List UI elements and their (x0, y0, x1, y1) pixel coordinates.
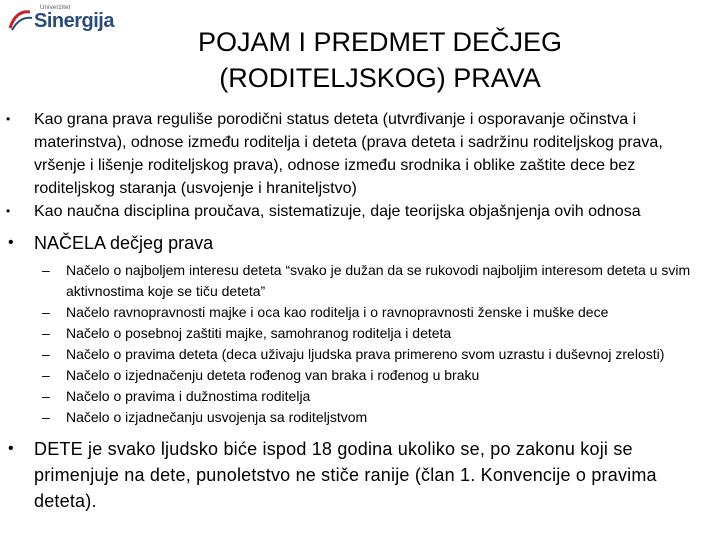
bullet-icon: • (8, 234, 14, 251)
principle-text: Načelo o izjadnečanju usvojenja sa roditeljstvom (66, 409, 368, 425)
university-logo (4, 4, 114, 34)
dash-icon: – (42, 388, 50, 404)
list-item (0, 365, 720, 386)
principle-text: Načelo o izjednačenju deteta rođenog van braka i rođenog u braku (66, 367, 480, 383)
dash-icon: – (42, 262, 50, 278)
list-item (0, 386, 720, 407)
slide-title-line-1: POJAM I PREDMET DEČJEG (197, 27, 563, 57)
bullet-item (0, 200, 720, 223)
bullet-text: Kao naučna disciplina proučava, sistematizuje, daje teorijska objašnjenja ovih odnosa (34, 203, 641, 220)
principle-text: Načelo o pravima i dužnostima roditelja (66, 388, 311, 404)
list-item (0, 344, 720, 365)
bullet-text: Kao grana prava reguliše porodični status deteta (utvrđivanje i osporavanje očinstva i materinstva), odnose između roditelja i deteta (prava deteta i sadržinu roditeljskog prava, vršenje i lišenje roditeljskog prava), odnose između srodnika i oblike zaštite dece bez roditeljskog staranja (usvojenje i hraniteljstvo) (34, 111, 663, 197)
principle-text: Načelo o posebnoj zaštiti majke, samohranog roditelja i deteta (66, 325, 452, 341)
principle-text: Načelo o najboljem interesu deteta “svako je dužan da se rukovodi najboljim interesom deteta u svim aktivnostima koje se tiču deteta” (66, 262, 691, 299)
list-item (0, 323, 720, 344)
bullet-item (0, 108, 720, 200)
dash-icon: – (42, 367, 50, 383)
principle-text: Načelo o pravima deteta (deca uživaju ljudska prava primereno svom uzrastu i duševnoj zrelosti) (66, 346, 665, 362)
sinergija-emblem-icon (6, 6, 34, 32)
bullet-icon: • (6, 204, 11, 218)
principles-heading-item (0, 230, 720, 256)
principle-text: Načelo ravnopravnosti majke i oca kao roditelja i o ravnopravnosti ženske i muške dece (66, 304, 609, 320)
dash-icon: – (42, 325, 50, 341)
logo-name: Sinergija (34, 10, 114, 32)
slide-body (0, 108, 720, 514)
logo-subtitle: Univerzitet (40, 5, 71, 11)
list-item (0, 302, 720, 323)
principles-heading: NAČELA dečjeg prava (34, 233, 214, 253)
child-definition-text: DETE je svako ljudsko biće ispod 18 godina ukoliko se, po zakonu koji se primenjuje na dete, punoletstvo ne stiče ranije (član 1. Konvencije o pravima deteta). (34, 439, 657, 511)
bullet-icon: • (8, 440, 14, 457)
bullet-icon: • (6, 112, 11, 126)
list-item (0, 260, 720, 302)
dash-icon: – (42, 304, 50, 320)
bullet-item (0, 436, 720, 514)
dash-icon: – (42, 346, 50, 362)
slide-title-line-2: (RODITELJSKOG) PRAVA (219, 63, 541, 93)
principles-list (0, 260, 720, 428)
list-item (0, 407, 720, 428)
slide-title (110, 24, 650, 96)
dash-icon: – (42, 409, 50, 425)
